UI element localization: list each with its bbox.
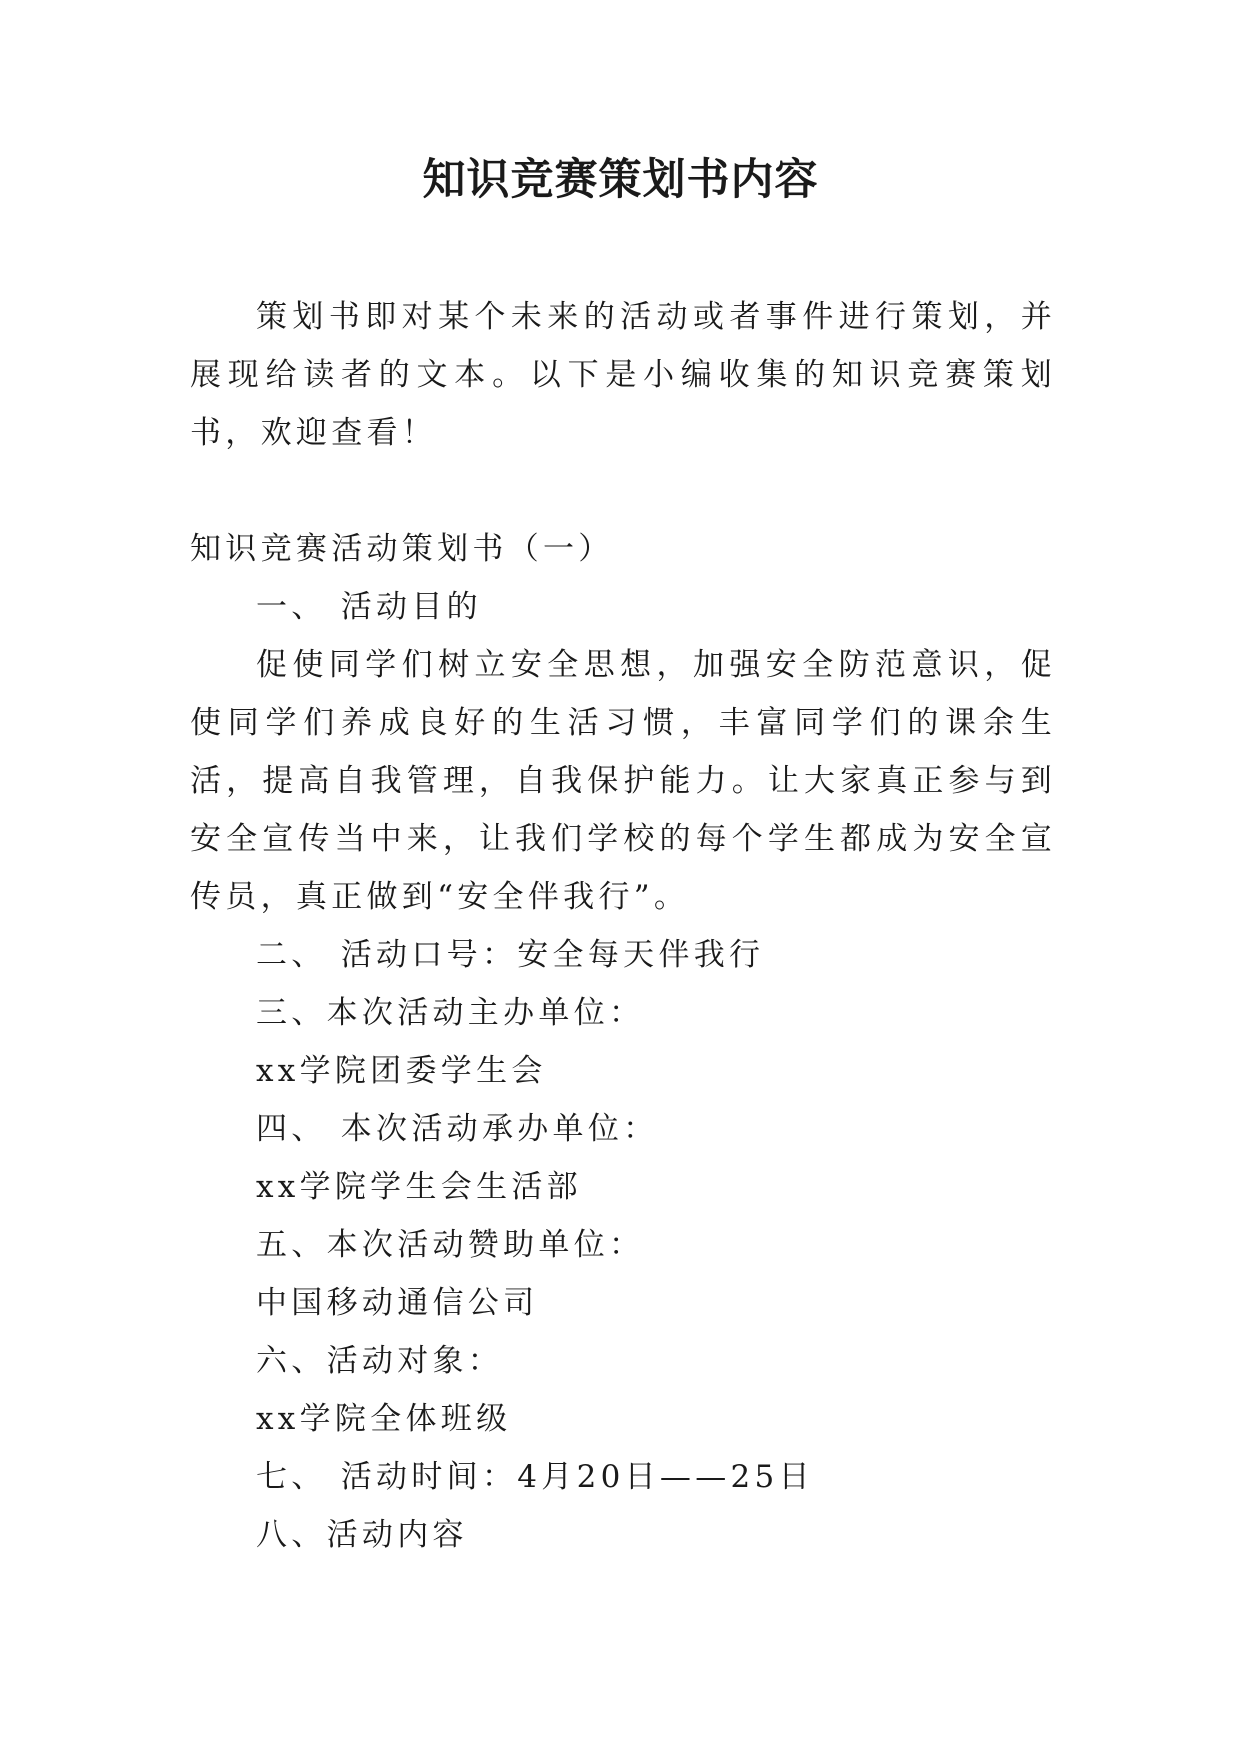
list-item-audience-heading: 六、活动对象：: [256, 1343, 504, 1379]
list-item-sponsor-heading: 五、本次活动赞助单位：: [256, 1227, 645, 1263]
list-item-host: xx学院学生会生活部: [256, 1169, 582, 1205]
list-item-purpose-heading: 一、 活动目的: [256, 589, 482, 625]
list-item-host-heading: 四、 本次活动承办单位：: [256, 1111, 659, 1147]
intro-paragraph: 策划书即对某个未来的活动或者事件进行策划，并展现给读者的文本。以下是小编收集的知识竞赛策划书，欢迎查看！: [190, 299, 1056, 451]
document-title: 知识竞赛策划书内容: [422, 155, 819, 205]
purpose-paragraph: 促使同学们树立安全思想，加强安全防范意识，促使同学们养成良好的生活习惯，丰富同学们的课余生活，提高自我管理，自我保护能力。让大家真正参与到安全宣传当中来，让我们学校的每个学生都成为安全宣传员，真正做到“安全伴我行”。: [190, 647, 1056, 915]
list-item-organizer: xx学院团委学生会: [256, 1053, 547, 1089]
list-item-content-heading: 八、活动内容: [256, 1517, 468, 1553]
list-item-audience: xx学院全体班级: [256, 1401, 512, 1437]
list-item-sponsor: 中国移动通信公司: [256, 1285, 539, 1321]
list-item-slogan: 二、 活动口号：安全每天伴我行: [256, 937, 765, 973]
list-item-organizer-heading: 三、本次活动主办单位：: [256, 995, 645, 1031]
section-heading: 知识竞赛活动策划书（一）: [190, 531, 614, 567]
list-item-time: 七、 活动时间：4月20日——25日: [256, 1459, 814, 1495]
document-body: [190, 520, 1056, 1564]
